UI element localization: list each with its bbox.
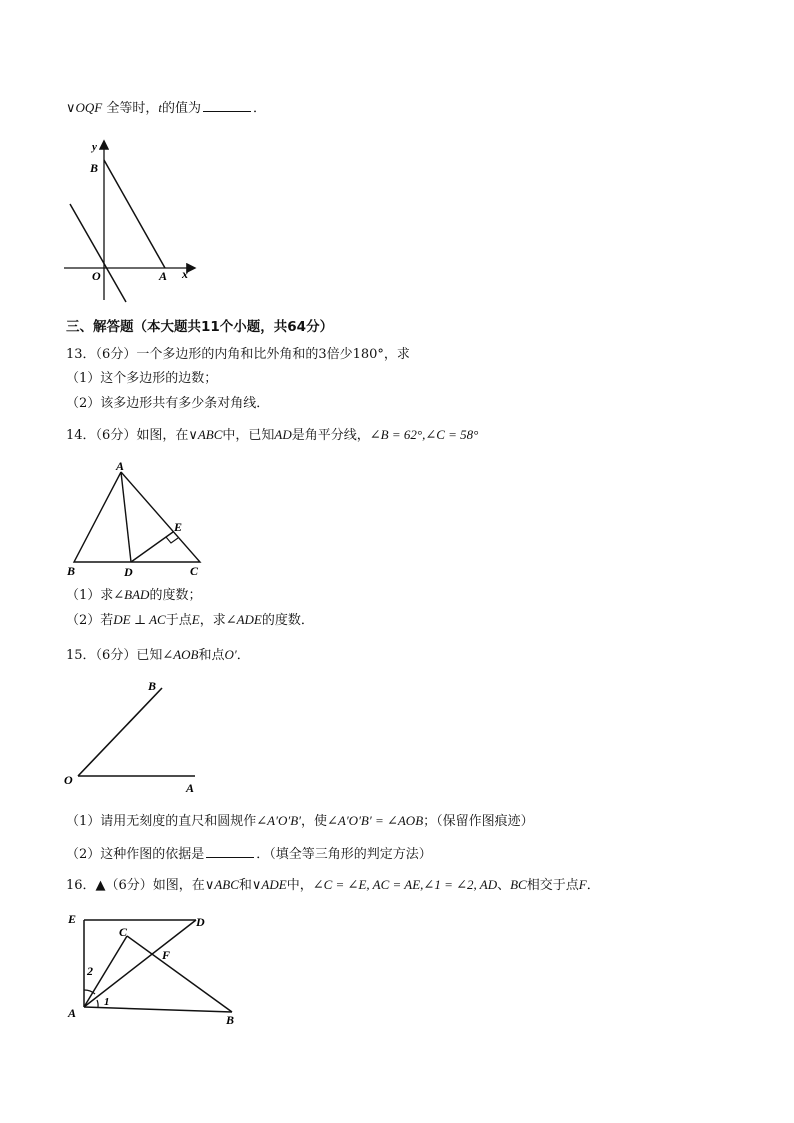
q12-text: 全等时， <box>106 101 159 116</box>
line-through-origin <box>70 204 126 302</box>
q12-var-t: t <box>158 100 163 115</box>
label-a: A <box>159 269 168 283</box>
q14-text: 的度数． <box>261 613 314 628</box>
label-c: C <box>190 564 199 578</box>
q14-figure <box>62 458 212 580</box>
label-o: O <box>64 773 73 787</box>
segment-cb <box>127 936 232 1012</box>
q16-text: 、 <box>497 878 511 893</box>
triangle-abc: ∨ABC <box>204 877 239 892</box>
label-b: B <box>226 1013 235 1027</box>
q15-part2 <box>66 845 432 864</box>
angle-equality: ∠A′O′B′ = ∠AOB <box>327 813 424 828</box>
angle-aob: ∠AOB <box>162 647 199 662</box>
q14-text: 的度数； <box>149 588 202 603</box>
q14-text: 14．（6分）如图，在 <box>66 428 189 443</box>
angle-ade: ∠ADE <box>225 612 262 627</box>
q15-text: 15．（6分）已知 <box>66 648 163 663</box>
segment-ad <box>84 920 196 1007</box>
q14-text: ，求 <box>199 613 226 628</box>
q12-text2: 的值为 <box>162 101 202 116</box>
q15-text: ，使 <box>300 814 327 829</box>
point-o-prime: O′ <box>224 647 237 662</box>
given-conditions: ∠C = ∠E, AC = AE,∠1 = ∠2, AD <box>312 877 498 892</box>
q14-part2 <box>66 611 314 630</box>
q15-stem <box>66 646 250 665</box>
triangle-outline <box>74 472 200 562</box>
segment-bc: BC <box>510 877 527 892</box>
label-a: A <box>116 459 125 473</box>
answer-blank[interactable] <box>203 99 251 112</box>
q15-text: （1）请用无刻度的直尺和圆规作 <box>66 814 257 829</box>
angle-bad: ∠BAD <box>113 587 150 602</box>
given-angles: ∠B = 62°,∠C = 58° <box>369 427 479 442</box>
q12-tail-line <box>66 99 266 118</box>
q14-text: 于点 <box>165 613 192 628</box>
ray-ob <box>78 688 162 776</box>
label-b: B <box>67 564 76 578</box>
angle-a-prime: ∠A′O′B′ <box>256 813 301 828</box>
q14-text: 中，已知 <box>222 428 275 443</box>
angle-1-arc <box>97 1000 98 1007</box>
label-a: A <box>186 781 195 795</box>
de-perp-ac: DE ⊥ AC <box>113 612 166 627</box>
q14-text: 是角平分线， <box>291 428 370 443</box>
label-c: C <box>119 925 128 939</box>
q12-figure <box>62 138 198 304</box>
right-angle-mark <box>166 537 178 543</box>
q16-text: 和 <box>238 878 252 893</box>
label-b: B <box>90 161 99 175</box>
q16-stem <box>66 876 600 895</box>
label-o: O <box>92 269 101 283</box>
q15-figure <box>60 676 210 798</box>
segment-ad: AD <box>274 427 292 442</box>
q15-text: ；（保留作图痕迹） <box>423 814 534 829</box>
q14-text: （1）求 <box>66 588 114 603</box>
segment-ad-line <box>121 472 131 562</box>
q16-text: 相交于点 <box>526 878 579 893</box>
point-e: E <box>191 612 200 627</box>
q14-stem <box>66 426 478 445</box>
q16-figure <box>62 906 246 1028</box>
label-2: 2 <box>87 964 93 978</box>
label-a: A <box>68 1006 77 1020</box>
triangle-oqf: ∨OQF <box>66 100 103 115</box>
section-3-heading: 三、解答题（本大题共11个小题，共64分） <box>66 319 334 335</box>
label-b: B <box>148 679 157 693</box>
label-d: D <box>124 565 133 579</box>
q13-part1: （1）这个多边形的边数； <box>66 371 218 386</box>
label-d: D <box>196 915 205 929</box>
q14-text: （2）若 <box>66 613 114 628</box>
label-f: F <box>162 948 171 962</box>
q13-stem: 13．（6分）一个多边形的内角和比外角和的3倍少180°，求 <box>66 347 410 362</box>
q16-text: 中， <box>286 878 313 893</box>
q15-text: ．（填全等三角形的判定方法） <box>256 847 432 862</box>
label-e: E <box>174 520 183 534</box>
q15-part1 <box>66 812 534 831</box>
q15-text: 和点 <box>198 648 225 663</box>
q15-text: （2）这种作图的依据是 <box>66 847 205 862</box>
q12-end: ． <box>253 101 267 116</box>
label-x: x <box>182 267 188 281</box>
q14-part1 <box>66 586 201 605</box>
label-1: 1 <box>104 996 110 1008</box>
triangle-abc: ∨ABC <box>188 427 223 442</box>
triangle-ade: ∨ADE <box>251 877 287 892</box>
q15-text: ． <box>236 648 250 663</box>
segment-de-line <box>131 532 173 562</box>
q13-part2: （2）该多边形共有多少条对角线． <box>66 396 270 411</box>
point-f: F <box>578 877 587 892</box>
q16-text: ． <box>586 878 600 893</box>
label-y: y <box>92 141 97 153</box>
line-ab <box>104 160 165 268</box>
label-e: E <box>68 912 77 926</box>
q16-text: 16．▲（6分）如图，在 <box>66 878 205 893</box>
answer-blank[interactable] <box>206 845 254 858</box>
